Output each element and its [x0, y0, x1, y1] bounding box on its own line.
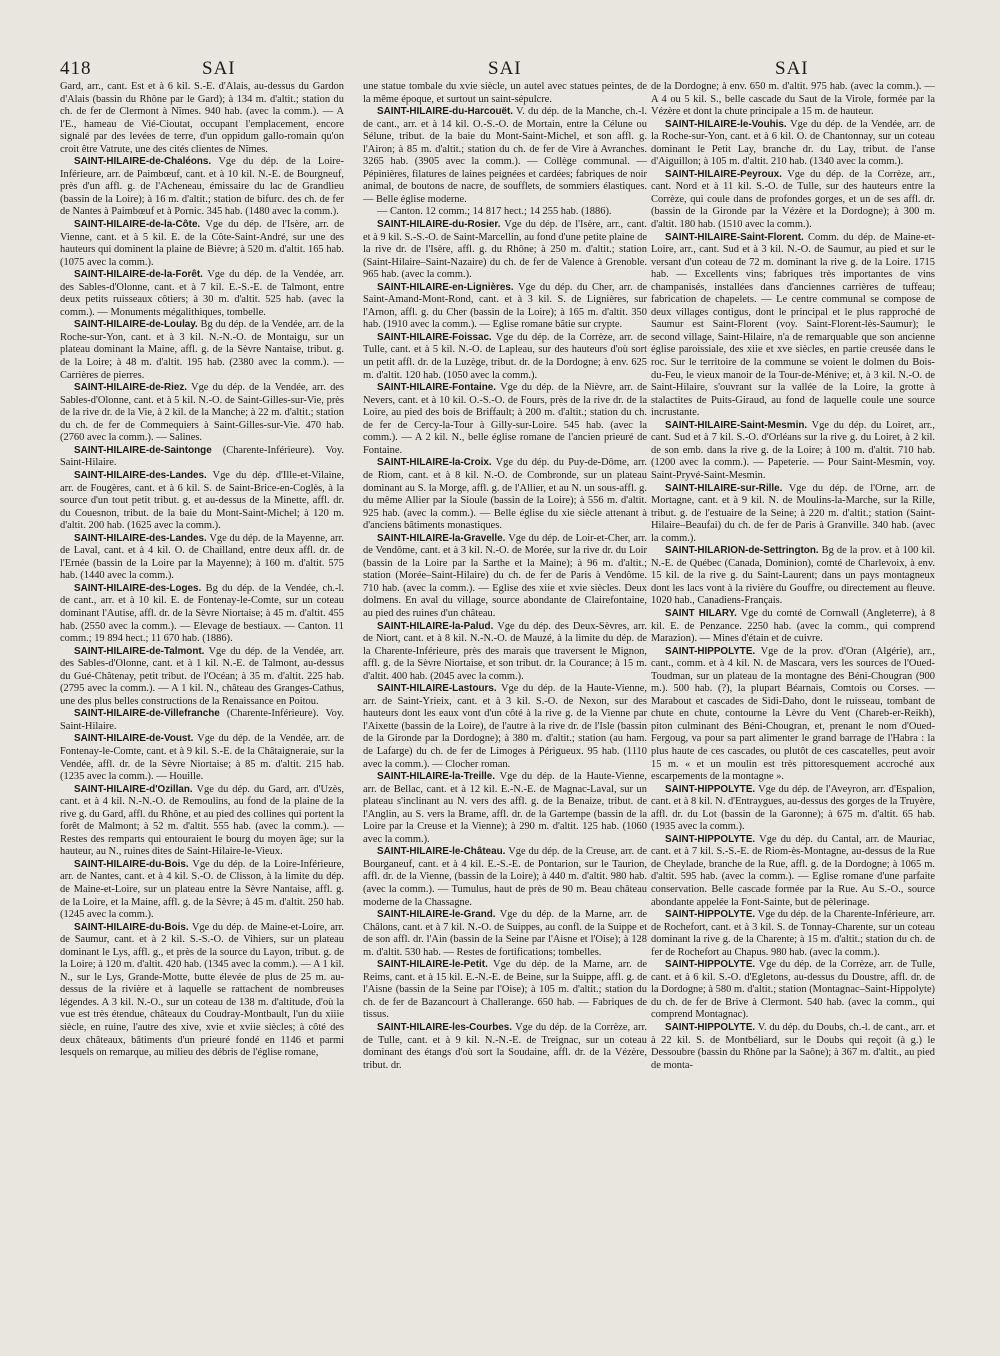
entry-text: Vge de la prov. d'Oran (Algérie), arr., cant., comm. et à 4 kil. N. de Mascara, vers les sources de l'Oued-Toudman, sur un plateau de la montagne des Béni-Chougran (900 m.). 500 hab. (?), la plupart Béarnais, Comtois ou Corses. — Marabout et cascades de Sidi-Daho, dont le ruisseau, tombant de chute en chute, contourne la Lèvre du Vent (Chareb-er-Reikh), piton culminant des Béni-Chougran, et, prenant le nom d'Oued-Fergoug, va pour sa part alimenter le grand barrage de l'Habra : la plus haute de ces cascades, ou plutôt de ces cascatelles, peut avoir 15 m. « et un moulin est très pittoresquement accroché aux escarpements de la montagne ». [651, 645, 935, 783]
dictionary-entry [363, 106, 647, 206]
entry-text: Vge du dép. du Puy-de-Dôme, arr. de Riom, cant. et à 8 kil. N.-O. de Combronde, sur un plateau dominant au S. la Morge, affl. g. de l'Allier, et au N. un sous-affl. g. du même Allier par la Sioule (bassin de la Loire); à 556 m. d'altit. 925 hab. (avec la comm.). — Belle église du xie siècle attenant à d'anciens bâtiments monastiques. [363, 457, 647, 532]
entry-text: Vge du dép. de la Loire-Inférieure, arr. de Paimbœuf, cant. et à 10 kil. N.-E. de Bourgneuf, près d'un affl. g. de l'Acheneau, émissaire du lac de Grandlieu (bassin de la Loire); à 16 m. d'altit.; station de bifurc. des ch. de fer de Nantes à Paimbœuf et à Pornic. 345 hab. (1480 avec la comm.). [60, 156, 344, 218]
dictionary-entry [363, 1022, 647, 1072]
dictionary-entry [363, 621, 647, 684]
entry-headword: SAINT-HILAIRE-de-Loulay. [74, 319, 198, 331]
entry-headword: SAINT-HILAIRE-Saint-Florent. [665, 231, 804, 243]
entry-text: Vge du dép. de l'Aveyron, arr. d'Espalion, cant. et à 8 kil. N. d'Entraygues, au-dessus des gorges de la Truyère, affl. dr. du Lot (bassin de la Garonne); à 675 m. d'altit. 65 hab. (1935 avec la comm.). [651, 783, 935, 833]
dictionary-entry [651, 483, 935, 546]
entry-text: Vge du dép. de la Charente-Inférieure, arr. de Rochefort, cant. et à 3 kil. S. de Tonnay-Charente, sur un coteau dominant la rive g. de la Charente; à 15 m. d'altit.; station du ch. de fer de Rochefort au Chapus. 980 hab. (avec la comm.). [651, 909, 935, 958]
entry-text: V. du dép. du Doubs, ch.-l. de cant., arr. et à 22 kil. S. de Montbéliard, sur le Doubs qui reçoit (à g.) le Dessoubre (bassin du Rhône par la Saône); à 367 m. d'altit., au pied de monta- [651, 1022, 935, 1071]
dictionary-entry [60, 646, 344, 709]
entry-text: (Charente-Inférieure). Voy. Saint-Hilaire. [60, 444, 344, 469]
entry-text: Vge du dép. de Loir-et-Cher, arr. de Vendôme, cant. et à 3 kil. N.-O. de Morée, sur la rive dr. du Loir (bassin de la Loire par la Sarthe et la Maine); à 96 m. d'altit.; station (Morée–Saint-Hilaire) du ch. de fer de Paris à Vendôme. 710 hab. (avec la comm.). — Eglise des xiie et xvie siècles. Deux dolmens. En aval du village, source abondante de Clairefontaine, au pied des ruines d'un château. [363, 532, 647, 619]
entry-headword: SAINT-HILAIRE-Peyroux. [665, 168, 782, 180]
dictionary-entry [363, 457, 647, 532]
entry-headword: SAINT-HILAIRE-des-Landes. [74, 532, 207, 544]
dictionary-entry [651, 608, 935, 646]
dictionary-entry [60, 922, 344, 1060]
entry-headword: SAINT-HILAIRE-du-Rosier. [377, 219, 501, 231]
entry-headword: SAINT-HIPPOLYTE. [665, 783, 756, 795]
entry-text: Vge du dép. de la Haute-Vienne, arr. de Bellac, cant. et à 12 kil. E.-N.-E. de Magnac-Laval, sur un plateau s'inclinant au N. vers des affl. g. de la Benaize, tribut. de l'Anglin, au S. vers la Brame, affl. dr. de la Gartempe (bassin de la Loire par la Creuse et la Vienne); à 290 m. d'altit. 125 hab. (1060 avec la comm.). [363, 771, 647, 845]
dictionary-entry [60, 219, 344, 269]
entry-text: — Canton. 12 comm.; 14 817 hect.; 14 255 hab. (1886). [377, 206, 612, 218]
entry-headword: SAINT-HILAIRE-de-la-Côte. [74, 219, 201, 231]
entry-headword: SAINT-HILAIRE-les-Courbes. [377, 1022, 512, 1034]
dictionary-entry [60, 382, 344, 445]
entry-text: Vge du dép. de la Creuse, arr. de Bourganeuf, cant. et à 4 kil. E.-S.-E. de Pontarion, sur le Taurion, affl. dr. de la Vienne, (bassin de la Loire); à 440 m. d'altit. 980 hab. (avec la comm.). — Tumulus, haut de près de 90 m. Beau château moderne de la Chassagne. [363, 846, 647, 908]
dictionary-entry [651, 784, 935, 834]
entry-text: Vge du dép. de l'Isère, arr. de Vienne, cant. et à 5 kil. E. de la Côte-Saint-André, sur une des hauteurs qui dominent la plaine de Bièvre; à 520 m. d'altit. 165 hab. (1075 avec la comm.). [60, 219, 344, 268]
entry-headword: SAINT-HILAIRE-Lastours. [377, 683, 497, 695]
entry-text: Vge du dép. de la Corrèze, arr. de Tulle, cant. et à 9 kil. N.-N.-E. de Treignac, sur un coteau dominant des étangs d'où sort la Soudaine, affl. dr. de la Vézère, tribut. dr. [363, 1022, 647, 1071]
entry-continuation [651, 81, 935, 119]
entry-headword: SAINT-HILAIRE-Saint-Mesmin. [665, 419, 808, 431]
dictionary-entry [60, 533, 344, 583]
entry-headword: SAINT-HILAIRE-de-Villefranche [74, 708, 220, 720]
dictionary-entry [651, 1022, 935, 1072]
entry-text: Vge du dép. de l'Isère, arr., cant. et à 9 kil. S.-S.-O. de Saint-Marcellin, au fond d'une petite plaine de la rive dr. de l'Isère, affl. g. du Rhône; à 250 m. d'altit.; station (Saint-Hilaire–Saint-Nazaire) du ch. de fer de Valence à Grenoble. 965 hab. (avec la comm.). [363, 219, 647, 281]
entry-headword: SAINT-HILAIRE-la-Treille. [377, 771, 495, 783]
entry-headword: SAINT-HILAIRE-en-Lignières. [377, 281, 514, 293]
entry-headword: SAINT-HILAIRE-de-Riez. [74, 382, 188, 394]
entry-text: Vge du dép. du Cher, arr. de Saint-Amand-Mont-Rond, cant. et à 3 kil. S. de Lignières, sur l'Arnon, affl. g. du Cher (bassin de la Loire); à 165 m. d'altit. 350 hab. (1910 avec la comm.). — Eglise romane bâtie sur crypte. [363, 281, 647, 331]
dictionary-entry [363, 959, 647, 1022]
entry-text: Bg du dép. de la Vendée, ch.-l. de cant., arr. et à 10 kil. E. de Fontenay-le-Comte, sur un coteau dominant l'Autise, affl. dr. de la Sèvre Niortaise; à 45 m. d'altit. 455 hab. (2550 avec la comm.). — Elevage de bestiaux. — Canton. 11 comm.; 19 894 hect.; 11 670 hab. (1886). [60, 582, 344, 645]
entry-text: Gard, arr., cant. Est et à 6 kil. S.-E. d'Alais, au-dessus du Gardon d'Alais (bassin du Rhône par le Gard); à 134 m. d'altit.; station du ch. de fer de Clermont à Nîmes. 940 hab. (avec la comm.). — A l'E., hameau de Vié-Cioutat, occupant l'emplacement, encore signalé par des levées de terre, d'un oppidum gallo-romain qu'on croit être Vatrute, une des cités clientes de Nîmes. [60, 81, 344, 155]
entry-headword: SAINT-HIPPOLYTE. [665, 909, 756, 921]
entry-text: Vge du dép. du Cantal, arr. de Mauriac, cant. et à 7 kil. S.-S.-E. de Riom-ès-Montagne, au-dessus de la Rue de Cheylade, branche de la Rue, affl. g. de la Dordogne; à 1065 m. d'altit. 595 hab. (avec la comm.). — Eglise romane d'une parfaite conservation. Belle cascade formée par la Rue. Au S.-O., source abondante appelée la Font-Sainte, but de pèlerinage. [651, 833, 935, 908]
dictionary-entry [651, 834, 935, 909]
entry-text: Vge du dép. de la Vendée, arr. des Sables-d'Olonne, cant. et à 5 kil. N.-O. de Saint-Gilles-sur-Vie, près de la rive dr. de la Vie, à 2 kil. de la Manche; à 22 m. d'altit.; station du ch. de fer de Commequiers à Saint-Gilles-sur-Vie. 470 hab. (2760 avec la comm.). — Salines. [60, 382, 344, 444]
running-head-right: SAI [775, 58, 809, 79]
dictionary-entry [363, 219, 647, 282]
dictionary-entry [651, 232, 935, 420]
entry-text: Vge du dép. de la Vendée, arr. de Fontenay-le-Comte, cant. et à 9 kil. S.-E. de la Châtaigneraie, sur la Vendée, affl. dr. de la Sèvre Niortaise; à 85 m. d'altit. 215 hab. (1235 avec la comm.). — Houille. [60, 733, 344, 783]
entry-text: une statue tombale du xvie siècle, un autel avec statues peintes, de la même époque, et surtout un saint-sépulcre. [363, 81, 647, 105]
entry-continuation [60, 81, 344, 156]
dictionary-entry [60, 733, 344, 783]
entry-text: de la Dordogne; à env. 650 m. d'altit. 975 hab. (avec la comm.). — A 4 ou 5 kil. S., belle cascade du Saut de la Virole, formée par la Vézère et dont la chute principale a 15 m. de hauteur. [651, 81, 935, 118]
entry-text: Vge du dép. d'Ille-et-Vilaine, arr. de Fougères, cant. et à 6 kil. S. de Saint-Brice-en-Coglès, à la source d'un tout petit tribut. g. et au-dessus de la Minette, affl. dr. du Couesnon, tribut. de la baie du Mont-Saint-Michel; à 120 m. d'altit. 200 hab. (1625 avec la comm.). [60, 469, 344, 532]
dictionary-entry [363, 846, 647, 909]
entry-text: Vge du dép. de la Vendée, arr. de la Roche-sur-Yon, cant. et à 6 kil. O. de Chantonnay, sur un coteau dominant le Petit Lay, branche dr. du Lay, tribut. de l'anse d'Aiguillon; à 105 m. d'altit. 210 hab. (1340 avec la comm.). [651, 118, 935, 168]
entry-text: Vge du dép. de l'Orne, arr. de Mortagne, cant. et à 9 kil. N. de Moulins-la-Marche, sur la Rille, tribut. g. de l'estuaire de la Seine; à 220 m. d'altit.; station (Saint-Hilaire–Beaufai) du ch. de fer de Paris à Granville. 340 hab. (avec la comm.). [651, 482, 935, 544]
entry-text: (Charente-Inférieure). Voy. Saint-Hilaire. [60, 708, 344, 732]
dictionary-entry [363, 683, 647, 771]
entry-headword: SAINT-HILAIRE-de-la-Forêt. [74, 269, 203, 281]
dictionary-entry [60, 708, 344, 733]
entry-headword: SAINT-HILAIRE-le-Vouhis. [665, 118, 787, 130]
running-head-center: SAI [488, 58, 522, 79]
entry-text: Vge du dép. de la Mayenne, arr. de Laval, cant. et à 4 kil. O. de Chailland, entre deux affl. dr. de l'Ernée (bassin de la Loire par la Mayenne); à 160 m. d'altit. 575 hab. (1440 avec la comm.). [60, 532, 344, 582]
entry-text: Vge du dép. de la Vendée, arr. des Sables-d'Olonne, cant. et à 7 kil. E.-S.-E. de Talmont, entre deux petits ruisseaux côtiers; à 30 m. d'altit. 525 hab. (avec la comm.). — Monuments mégalithiques, tombelle. [60, 269, 344, 318]
entry-text: Vge du dép. du Loiret, arr., cant. Sud et à 7 kil. S.-O. d'Orléans sur la rive g. du Loiret, à 2 kil. de son emb. dans la rive g. de la Loire; à 100 m. d'altit. 710 hab. (1200 avec la comm.). — Papeterie. — Pour Saint-Mesmin, voy. Saint-Pryvé-Saint-Mesmin. [651, 419, 935, 481]
entry-text: Vge du dép. de la Corrèze, arr. de Tulle, cant. et à 5 kil. N.-O. de Lapleau, sur des hauteurs d'où sort un petit affl. dr. de la Luzège, tribut. dr. de la Dordogne; à env. 625 m. d'altit. 120 hab. (1050 avec la comm.). [363, 331, 647, 381]
running-head-left: SAI [202, 58, 236, 79]
dictionary-entry [60, 470, 344, 533]
entry-headword: SAINT-HILAIRE-la-Palud. [377, 620, 494, 632]
dictionary-entry [363, 909, 647, 959]
entry-headword: SAINT-HIPPOLYTE. [665, 645, 756, 657]
entry-headword: SAINT-HILAIRE-de-Voust. [74, 733, 194, 745]
entry-text: Vge du dép. de Maine-et-Loire, arr. de Saumur, cant. et à 2 kil. S.-S.-O. de Vihiers, sur un plateau dominant le Lys, affl. g., et près de la source du Layon, tribut. g. de la Loire; à 120 m. d'altit. 420 hab. (1345 avec la comm.). — A 1 kil. N., sur le Lys, Grande-Motte, butte élevée de plus de 25 m. au-dessus de la rivière et à laquelle se rattachent de nombreuses légendes. A 3 kil. N.-O., sur un coteau de 138 m. d'altitude, d'où la vue est très étendue, châteaux du Coudray-Montbault, l'un du xiiie siècle, en ruine, l'autre des xive, xvie et xviie siècles; à côté des deux châteaux, bâtiments d'un prieuré fondé en 1146 et parmi lesquels on remarque, au milieu des débris de l'église romane, [60, 921, 344, 1059]
entry-headword: SAINT-HILAIRE-la-Gravelle. [377, 532, 506, 544]
entry-headword: SAINT-HILAIRE-la-Croix. [377, 457, 492, 469]
page-number: 418 [60, 58, 92, 79]
entry-text: Vge du dép. de la Haute-Vienne, arr. de Saint-Yrieix, cant. et à 3 kil. S.-O. de Nexon, sur des hauteurs dont les eaux vont d'un côté à la rive g. de la Vienne par l'Aixette (bassin de la Loire), de l'autre à la rive dr. de l'Isle (bassin de la Gironde par la Dordogne); à 380 m. d'altit.; station (au ham. de Lafarge) du ch. de fer de Limoges à Périgueux. 95 hab. (1110 avec la comm.). — Clocher roman. [363, 683, 647, 770]
entry-headword: SAINT HILARY. [665, 607, 737, 619]
entry-continuation [363, 81, 647, 106]
entry-headword: SAINT-HILAIRE-d'Ozillan. [74, 783, 193, 795]
dictionary-entry [651, 420, 935, 483]
dictionary-entry [651, 545, 935, 608]
text-column-3 [651, 81, 935, 1349]
dictionary-entry [651, 119, 935, 169]
entry-headword: SAINT-HILAIRE-le-Petit. [377, 959, 488, 971]
entry-text: Vge du dép. de la Nièvre, arr. de Nevers, cant. et à 10 kil. O.-S.-O. de Fours, près de la rive dr. de la Loire, au pied des bois de Briffault; à 200 m. d'altit.; station du ch. de fer de Cercy-la-Tour à Gilly-sur-Loire. 545 hab. (avec la comm.). — A 2 kil. N., belle église romane de l'ancien prieuré de Fontaine. [363, 382, 647, 456]
entry-text: Vge du dép. des Deux-Sèvres, arr. de Niort, cant. et à 8 kil. N.-N.-O. de Mauzé, à la limite du dép. de la Charente-Inférieure, près des marais que traversent le Mignon, affl. g. de la Sèvre Niortaise, et son tribut. dr. la Courance; à 15 m. d'altit. 400 hab. (2045 avec la comm.). [363, 620, 647, 682]
entry-text: Vge du dép. de la Corrèze, arr. de Tulle, cant. et à 6 kil. S.-O. d'Egletons, au-dessus du Doustre, affl. dr. de la Dordogne; à 580 m. d'altit.; station (Montagnac–Saint-Hippolyte) du ch. de fer de Brive à Clermont. 540 hab. (avec la comm., qui comprend Montagnac). [651, 959, 935, 1021]
entry-headword: SAINT-HILAIRE-Foissac. [377, 331, 492, 343]
entry-headword: SAINT-HILAIRE-du-Harcouët. [377, 106, 514, 118]
entry-text: Vge du dép. de la Corrèze, arr., cant. Nord et à 11 kil. S.-O. de Tulle, sur des hauteurs entre la Corrèze, qui coule dans de profondes gorges, et un de ses affl. dr. (bassin de la Gironde par la Vézère et la Dordogne); à 300 m. d'altit. 180 hab. (1510 avec la comm.). [651, 168, 935, 231]
entry-headword: SAINT-HILAIRE-sur-Rille. [665, 482, 783, 494]
dictionary-entry [363, 382, 647, 457]
dictionary-entry [651, 169, 935, 232]
entry-text: V. du dép. de la Manche, ch.-l. de cant., arr. et à 14 kil. O.-S.-O. de Mortain, entre la Célune ou Sélune, tribut. de la baie du Mont-Saint-Michel, et son affl. g. l'Airon; à 85 m. d'altit.; station du ch. de fer de Vire à Avranches. 3265 hab. (3905 avec la comm.). — Collège communal. — Pépinières, filatures de laines peignées et cardées; fabriques de noir animal, de boutons de nacre, de soufflets, de sommiers élastiques. — Belle église moderne. [363, 106, 647, 205]
dictionary-entry [651, 959, 935, 1022]
entry-headword: SAINT-HILAIRE-le-Grand. [377, 909, 496, 921]
entry-headword: SAINT-HILAIRE-de-Chaléons. [74, 156, 212, 168]
entry-headword: SAINT-HILAIRE-du-Bois. [74, 858, 189, 870]
dictionary-entry [60, 583, 344, 646]
entry-text: Vge du dép. de la Vendée, arr. des Sables-d'Olonne, cant. et à 1 kil. N.-E. de Talmont, au-dessus du Gué-Châtenay, petit tribut. de l'Océan; à 35 m. d'altit. 225 hab. (2795 avec la comm.). — A 1 kil. N., château des Granges-Cathus, une des plus belles constructions de la Renaissance en Poitou. [60, 645, 344, 707]
text-column-2 [363, 81, 647, 1349]
entry-text: Comm. du dép. de Maine-et-Loire, arr., cant. Sud et à 3 kil. N.-O. de Saumur, au pied et sur le versant d'un coteau de 72 m. dominant la rive g. de la Loire. 1715 hab. — Excellents vins; fabriques très importantes de vins champanisés, installées dans d'anciennes carrières de tuffeau; fabrication de chapelets. — Le centre communal se compose de deux villages contigus, dont le principal et le plus rapproché de Saumur est Saint-Florent (voy. Saint-Florent-lès-Saumur); le second village, Saint-Hilaire, n'a de remarquable que son ancienne église paroissiale, des xiie et xve siècles, en partie creusée dans le roc. Sur le territoire de la commune se voient le dolmen du Bois-du-Feu, le vieux manoir de la Tour-de-Ménive; et, à 3 kil. N.-O. de Saint-Hilaire, s'ouvrant sur la vallée de la Loire, la grotte à stalactites de Puits-Giraud, au fond de laquelle coule une source incrustante. [651, 231, 935, 419]
dictionary-entry [60, 445, 344, 470]
entry-headword: SAINT-HIPPOLYTE. [665, 833, 756, 845]
entry-headword: SAINT-HILARION-de-Settrington. [665, 545, 819, 557]
entry-text: Vge du dép. de la Marne, arr. de Reims, cant. et à 15 kil. E.-N.-E. de Beine, sur la Suippe, affl. g. de l'Aisne (bassin de la Seine par l'Oise); à 105 m. d'altit.; station du ch. de fer de Bazancourt à Challerange. 650 hab. — Fabriques de tissus. [363, 959, 647, 1021]
dictionary-entry [363, 332, 647, 382]
dictionary-entry [60, 156, 344, 219]
entry-headword: SAINT-HILAIRE-de-Talmont. [74, 645, 205, 657]
text-column-1 [60, 81, 344, 1349]
entry-headword: SAINT-HILAIRE-Fontaine. [377, 382, 497, 394]
dictionary-entry [651, 646, 935, 784]
dictionary-entry [60, 859, 344, 922]
entry-headword: SAINT-HILAIRE-du-Bois. [74, 921, 189, 933]
entry-continuation [363, 206, 647, 219]
entry-text: Vge du dép. du Gard, arr. d'Uzès, cant. et à 4 kil. N.-N.-O. de Remoulins, au fond de la plaine de la rive g. du Gard, affl. du Rhône, et au pied des collines qui portent la forêt de Malmont; à 52 m. d'altit. 555 hab. (avec la comm.). — Restes des remparts qui entouraient le bourg du moyen âge; sur la hauteur, au N., ruines dites de Saint-Hilaire-le-Vieux. [60, 783, 344, 858]
entry-headword: SAINT-HIPPOLYTE. [665, 1022, 756, 1034]
entry-headword: SAINT-HILAIRE-de-Saintonge [74, 444, 212, 456]
dictionary-entry [363, 282, 647, 332]
dictionary-entry [651, 909, 935, 959]
dictionary-entry [60, 269, 344, 319]
entry-text: Bg du dép. de la Vendée, arr. de la Roche-sur-Yon, cant. et à 3 kil. N.-N.-O. de Montaigu, sur un plateau dominant la Maine, affl. g. de la Sèvre Nantaise, tribut. g. de la Loire; à 48 m. d'altit. 195 hab. (2380 avec la comm.). — Carrières de pierres. [60, 319, 344, 381]
entry-headword: SAINT-HIPPOLYTE. [665, 959, 756, 971]
dictionary-entry [60, 784, 344, 859]
entry-headword: SAINT-HILAIRE-des-Landes. [74, 469, 207, 481]
entry-text: Bg de la prov. et à 100 kil. N.-E. de Québec (Canada, Dominion), comté de Charlevoix, à env. 15 kil. de la rive g. du Saint-Laurent; dans un pays montagneux dont les lacs vont à la rivière du Gouffre, ou directement au fleuve. 1020 hab., Canadiens-Français. [651, 545, 935, 607]
entry-text: Vge du dép. de la Loire-Inférieure, arr. de Nantes, cant. et à 4 kil. S.-O. de Clisson, à la limite du dép. de Maine-et-Loire, sur un plateau entre la Sèvre Nantaise, affl. g. de la Loire, et la Maine, affl. g. de la Sèvre; à 45 m. d'altit. 250 hab. (1245 avec la comm.). [60, 858, 344, 921]
entry-text: Vge du dép. de la Marne, arr. de Châlons, cant. et à 7 kil. N.-O. de Suippes, au confl. de la Suippe et de son affl. dr. l'Ain (bassin de la Seine par l'Aisne et l'Oise); à 128 m. d'altit. 530 hab. — Restes de fortifications; tombelles. [363, 909, 647, 958]
dictionary-entry [60, 319, 344, 382]
dictionary-entry [363, 533, 647, 621]
entry-headword: SAINT-HILAIRE-des-Loges. [74, 582, 202, 594]
entry-text: Vge du comté de Cornwall (Angleterre), à 8 kil. E. de Penzance. 2250 hab. (avec la comm., qui comprend Marazion). — Mines d'étain et de cuivre. [651, 607, 935, 645]
entry-headword: SAINT-HILAIRE-le-Château. [377, 846, 506, 858]
dictionary-entry [363, 771, 647, 846]
